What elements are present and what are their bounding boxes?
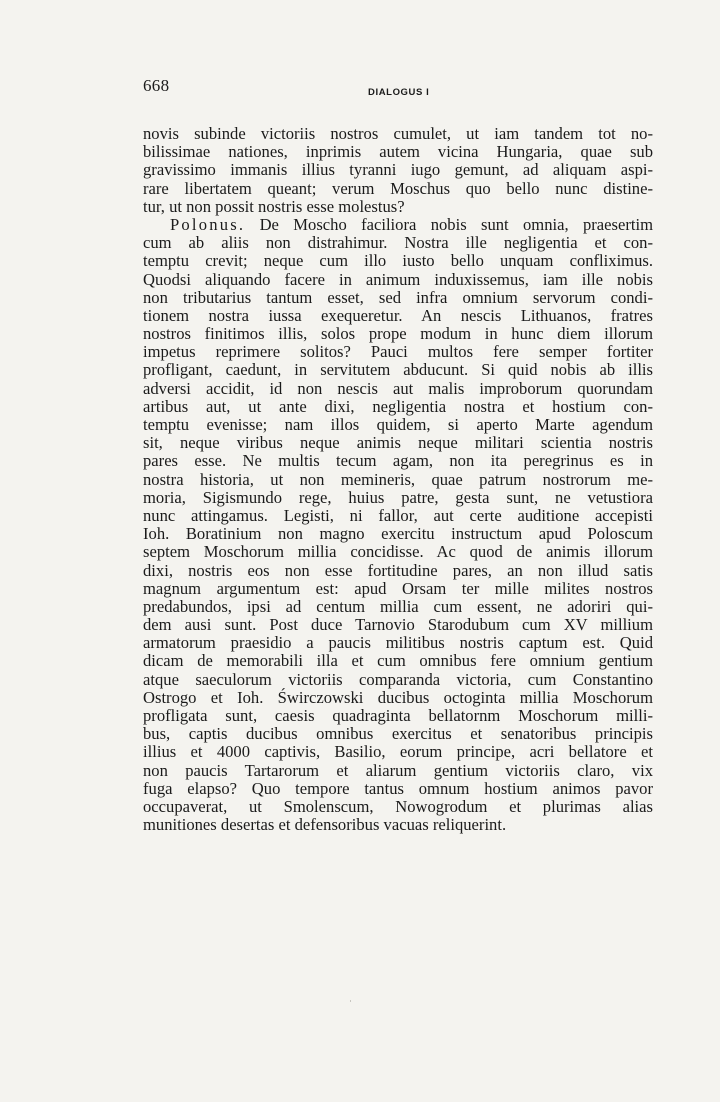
text-line: novis subinde victoriis nostros cumulet, ut iam tandem tot no- (143, 124, 653, 143)
text-line: illius et 4000 captivis, Basilio, eorum principe, acri bellatore et (143, 742, 653, 762)
text-line: tur, ut non possit nostris esse molestus? (143, 196, 405, 216)
text-line: atque saeculorum victoriis comparanda victoria, cum Constantino (143, 669, 653, 689)
paper-speck (350, 1000, 351, 1002)
paragraph-1 (143, 125, 653, 216)
text-line: dem ausi sunt. Post duce Tarnovio Starodubum cum XV millium (143, 615, 653, 635)
text-line: dicam de memorabili illa et cum omnibus fere omnium gentium (143, 651, 653, 671)
text-line: Ioh. Boratinium non magno exercitu instructum apud Poloscum (143, 524, 653, 544)
text-line: moria, Sigismundo rege, huius patre, gesta sunt, ne vetustiora (143, 487, 653, 507)
body-text (143, 125, 653, 834)
text-line: bus, captis ducibus omnibus exercitus et senatoribus principis (143, 724, 653, 744)
text-line: artibus aut, ut ante dixi, negligentia nostra et hostium con- (143, 396, 653, 416)
text-line: profligata sunt, caesis quadraginta bellatornm Moschorum milli- (143, 706, 653, 725)
text-line: nunc attingamus. Legisti, ni fallor, aut certe auditione accepisti (143, 505, 653, 525)
text-line: gravissimo immanis illius tyranni iugo gemunt, ad aliquam aspi- (143, 160, 653, 180)
text-line: non tributarius tantum esset, sed infra omnium servorum condi- (143, 287, 653, 307)
text-line: occupaverat, ut Smolenscum, Nowogrodum et plurimas alias (143, 796, 653, 816)
text-line: tionem nostra iussa exequeretur. An nescis Lithuanos, fratres (143, 305, 653, 325)
text-line: Quodsi aliquando facere in animum induxissemus, iam ille nobis (143, 269, 653, 289)
text-line: sit, neque viribus neque animis neque militari scientia nostris (143, 433, 653, 453)
text-line: temptu evenisse; nam illos quidem, si aperto Marte agendum (143, 415, 653, 434)
text-line: dixi, nostris eos non esse fortitudine pares, an non illud satis (143, 560, 653, 580)
text-line: non paucis Tartarorum et aliarum gentium victoriis claro, vix (143, 760, 653, 780)
text-line-first (143, 216, 653, 234)
text-line: bilissimae nationes, inprimis autem vicina Hungaria, quae sub (143, 142, 653, 162)
text-line: nostros finitimos illis, solos prope modum in hunc diem illorum (143, 324, 653, 344)
page-number: 668 (143, 76, 170, 95)
first-line-text: De Moscho faciliora nobis sunt omnia, praesertim (259, 214, 653, 234)
text-line: pares esse. Ne multis tecum agam, non ita peregrinus es in (143, 451, 653, 471)
text-line: magnum argumentum est: apud Orsam ter mille milites nostros (143, 578, 653, 598)
text-line: nostra historia, ut non memineris, quae patrum nostrorum me- (143, 469, 653, 489)
text-line: fuga elapso? Quo tempore tantus omnum hostium animos pavor (143, 778, 653, 798)
text-line: temptu crevit; neque cum illo iusto bello unquam confliximus. (143, 251, 653, 271)
speaker-name: Polonus. (170, 214, 246, 234)
text-line: cum ab aliis non distrahimur. Nostra ille negligentia et con- (143, 233, 653, 253)
text-line: impetus reprimere solitos? Pauci multos fere semper fortiter (143, 342, 653, 362)
text-line: rare libertatem queant; verum Moschus quo bello nunc distine- (143, 178, 653, 198)
text-line: armatorum praesidio a paucis militibus nostris captum est. Quid (143, 633, 653, 653)
text-line: adversi accidit, id non nescis aut malis improborum quorundam (143, 378, 653, 398)
running-head: DIALOGUS I (368, 87, 430, 98)
text-line: predabundos, ipsi ad centum millia cum essent, ne adoriri qui- (143, 596, 653, 616)
text-line: septem Moschorum millia concidisse. Ac quod de animis illorum (143, 542, 653, 562)
text-line: profligant, caedunt, in servitutem abducunt. Si quid nobis ab illis (143, 360, 653, 380)
paragraph-2 (143, 216, 653, 834)
text-line: Ostrogo et Ioh. Świrczowski ducibus octoginta millia Moschorum (143, 687, 653, 707)
text-line: munitiones desertas et defensoribus vacuas reliquerint. (143, 815, 507, 835)
